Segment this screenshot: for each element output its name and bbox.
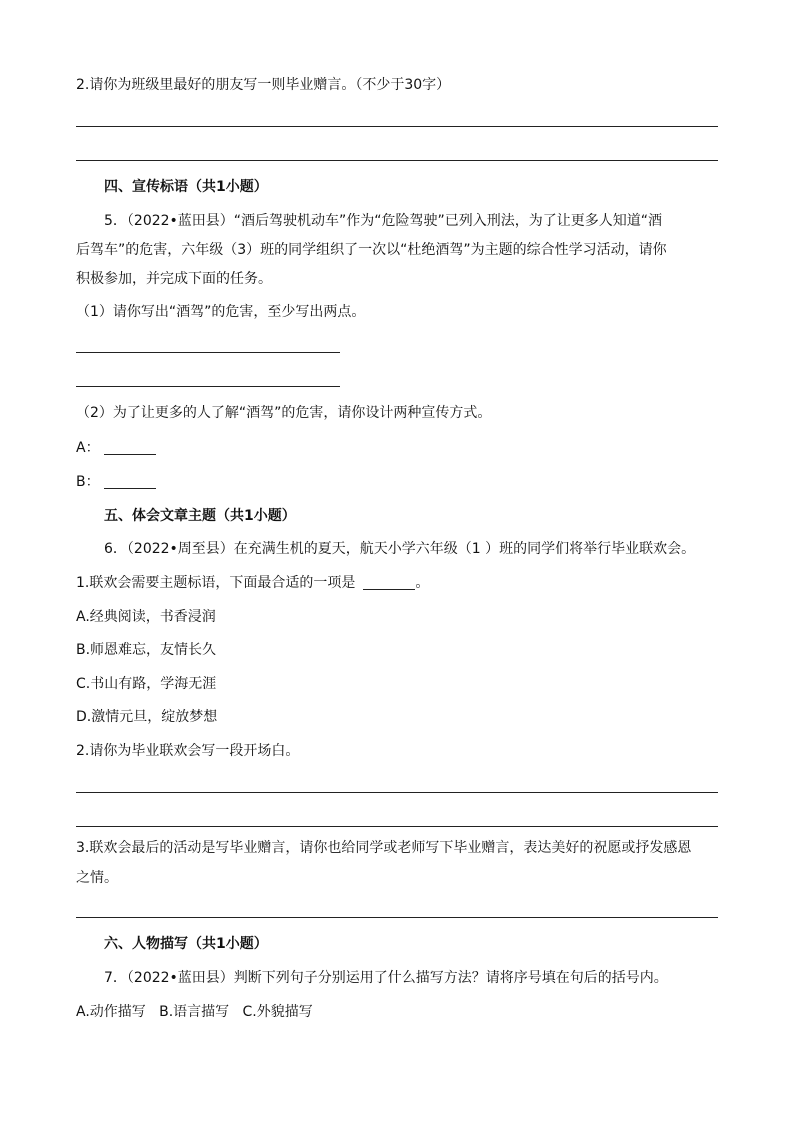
question-5-line-2: 后驾车”的危害，六年级（3）班的同学组织了一次以“杜绝酒驾”为主题的综合性学习活动，请你 [76,242,667,258]
section-6-heading: 六、人物描写（共1小题） [104,936,268,952]
question-6-part-3-line-1: 3.联欢会最后的活动是写毕业赠言，请你也给同学或老师写下毕业赠言，表达美好的祝愿或抒发感恩 [76,840,692,856]
question-6-part-1 [76,573,429,593]
question-5-line-1: 5．（2022•蓝田县）“酒后驾驶机动车”作为“危险驾驶”已列入刑法，为了让更多人知道“酒 [104,213,663,229]
part-1-text: 1.联欢会需要主题标语，下面最合适的一项是 [76,575,356,591]
question-6-part-2: 2.请你为毕业联欢会写一段开场白。 [76,743,300,759]
choice-b: B.师恩难忘，友情长久 [76,642,217,658]
section-4-heading: 四、宣传标语（共1小题） [104,179,268,195]
question-2-prompt: 2.请你为班级里最好的朋友写一则毕业赠言。（不少于30字） [76,77,451,93]
answer-line[interactable] [76,160,718,161]
section-5-heading: 五、体会文章主题（共1小题） [104,508,296,524]
answer-blank[interactable] [104,440,156,455]
choice-c: C.书山有路，学海无涯 [76,676,217,692]
answer-line[interactable] [76,386,340,387]
option-b-row [76,472,156,492]
option-a-label: A： [76,440,100,456]
part-1-end: 。 [415,575,430,591]
question-5-line-3: 积极参加，并完成下面的任务。 [76,271,272,287]
choice-a: A.经典阅读，书香浸润 [76,609,216,625]
answer-line[interactable] [76,792,718,793]
question-5-sub-1: （1）请你写出“酒驾”的危害，至少写出两点。 [76,304,366,320]
answer-line[interactable] [76,917,718,918]
choice-d: D.激情元旦，绽放梦想 [76,709,218,725]
answer-blank[interactable] [104,474,156,489]
question-7-options: A.动作描写 B.语言描写 C.外貌描写 [76,1004,313,1020]
question-6-part-3-line-2: 之情。 [76,870,118,886]
option-b-label: B： [76,474,100,490]
answer-line[interactable] [76,352,340,353]
answer-line[interactable] [76,126,718,127]
question-7-intro: 7．（2022•蓝田县）判断下列句子分别运用了什么描写方法？请将序号填在句后的括号内。 [104,970,668,986]
answer-blank[interactable] [363,575,415,590]
answer-line[interactable] [76,826,718,827]
question-5-sub-2: （2）为了让更多的人了解“酒驾”的危害，请你设计两种宣传方式。 [76,405,492,421]
option-a-row [76,438,156,458]
question-6-intro: 6．（2022•周至县）在充满生机的夏天，航天小学六年级（1 ）班的同学们将举行毕业联欢会。 [104,541,696,557]
